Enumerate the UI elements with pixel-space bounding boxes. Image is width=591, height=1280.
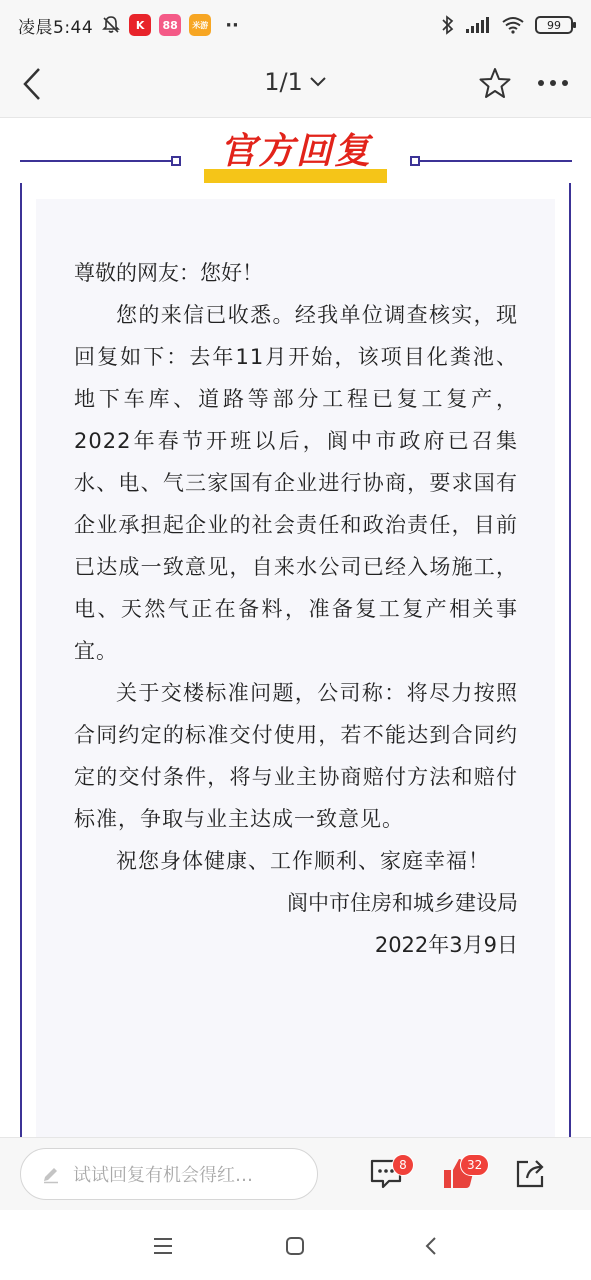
home-square-icon	[285, 1236, 305, 1256]
frame-border-left	[20, 183, 22, 1137]
mute-bell-icon	[101, 15, 121, 35]
favorite-button[interactable]	[476, 64, 514, 102]
recent-apps-button[interactable]	[148, 1232, 178, 1260]
wifi-icon	[501, 16, 525, 34]
miyou-app-icon: 米游	[189, 14, 211, 36]
nav-bar	[0, 50, 591, 118]
battery-indicator: 99	[535, 16, 573, 34]
reply-placeholder: 试试回复有机会得红…	[73, 1165, 253, 1186]
reply-content[interactable]	[0, 119, 591, 1137]
status-time: 凌晨5:44	[18, 17, 94, 38]
signal-icon	[465, 16, 491, 34]
menu-lines-icon	[153, 1237, 173, 1255]
page-selector[interactable]	[264, 68, 327, 96]
header-decor-line-right	[420, 160, 572, 162]
reply-letter	[74, 252, 518, 966]
letter-paragraph: 祝您身体健康、工作顺利、家庭幸福！	[116, 849, 490, 873]
header-decor-square-right	[410, 156, 420, 166]
more-notifications-indicator: ··	[225, 14, 239, 36]
header-decor-square-left	[171, 156, 181, 166]
more-dot-icon	[562, 80, 568, 86]
share-icon	[514, 1156, 548, 1190]
more-dot-icon	[550, 80, 556, 86]
star-icon	[478, 66, 512, 100]
official-reply-title: 官方回复	[219, 131, 372, 172]
status-bar	[0, 0, 591, 50]
system-back-button[interactable]	[416, 1232, 446, 1260]
app-88-icon: 88	[159, 14, 181, 36]
letter-paragraph: 您的来信已收悉。经我单位调查核实，现回复如下：去年11月开始，该项目化粪池、地下车库、道路等部分工程已复工复产，2022年春节开班以后，阆中市政府已召集水、电、气三家国有企业进行协商，要求国有企业承担起企业的社会责任和政治责任，目前已达成一致意见，自来水公司已经入场施工，电、天然气正在备料，准备复工复产相关事宜。	[74, 303, 518, 663]
pencil-icon	[41, 1164, 61, 1184]
more-options-button[interactable]	[530, 64, 576, 102]
kuaishou-app-icon: K	[129, 14, 151, 36]
comment-count-badge: 8	[392, 1154, 414, 1176]
like-count-badge: 32	[460, 1154, 489, 1176]
more-dot-icon	[538, 80, 544, 86]
letter-date: 2022年3月9日	[374, 933, 518, 957]
status-left	[18, 13, 239, 38]
status-right	[441, 15, 573, 35]
chevron-down-icon	[309, 76, 327, 88]
page-indicator: 1/1	[264, 68, 303, 96]
letter-paragraph: 关于交楼标准问题，公司称：将尽力按照合同约定的标准交付使用，若不能达到合同约定的交付条件，将与业主协商赔付方法和赔付标准，争取与业主达成一致意见。	[74, 681, 518, 831]
letter-greeting: 尊敬的网友：您好！	[74, 261, 263, 285]
header-decor-line-left	[20, 160, 172, 162]
back-chevron-icon	[424, 1236, 438, 1256]
bottom-action-bar	[0, 1137, 591, 1210]
share-button[interactable]	[514, 1156, 550, 1192]
letter-signature: 阆中市住房和城乡建设局	[287, 891, 518, 915]
home-button[interactable]	[280, 1232, 310, 1260]
system-navigation-bar	[0, 1210, 591, 1280]
bluetooth-icon	[441, 15, 455, 35]
reply-input[interactable]	[20, 1148, 318, 1200]
frame-border-right	[569, 183, 571, 1137]
